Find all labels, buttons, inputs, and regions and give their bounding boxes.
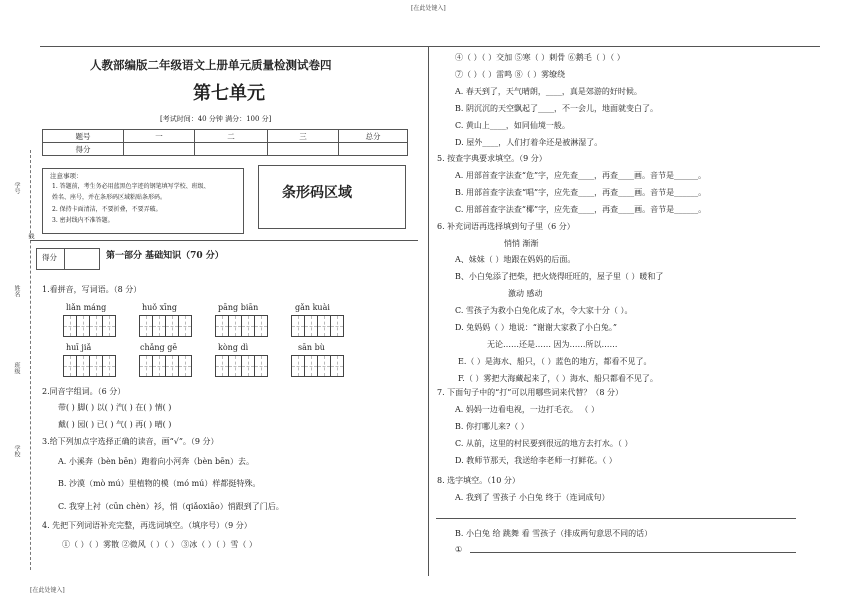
question-7-item: A. 妈妈一边看电视，一边打毛衣。 （ ）: [455, 405, 599, 414]
question-4-row: ④（ ）（ ）交加 ⑤寒（ ）刺骨 ⑥鹅毛（ ）（ ）: [455, 53, 625, 62]
pinyin: liǎn máng: [66, 303, 107, 312]
binding-label-school: 学校: [13, 445, 20, 457]
question-7: 7. 下面句子中的“打”可以用哪些词来代替？（8 分）: [437, 388, 623, 397]
question-5-item: C. 用部首查字法查“椰”字，应先查____，再查____画。音节是______。: [455, 205, 707, 214]
notice-line: 2. 保持卡面清洁，不要折叠，不要弄破。: [52, 206, 162, 213]
pinyin: gǎn kuài: [295, 303, 330, 312]
question-5-item: B. 用部首查字法查“唱”字，应先查____，再查____画。音节是______。: [455, 188, 707, 197]
barcode-label: 条形码区域: [282, 185, 352, 201]
question-3-item: B. 沙漠（mò mú）里植物的模（mó mú）样都挺特殊。: [58, 479, 261, 488]
binding-label-name: 姓名: [13, 285, 20, 297]
notice-line: 1. 答题前，考生务必用蓝黑色字迹的钢笔填写学校、班级、: [52, 183, 210, 190]
writing-grid[interactable]: [64, 355, 116, 377]
question-6-item: A、妹妹（ ）地跟在妈妈的后面。: [455, 255, 576, 264]
score-table-cell: 得分: [43, 143, 124, 156]
pinyin: huǒ xīng: [142, 303, 178, 312]
question-2: 2.同音字组词。（6 分）: [42, 387, 126, 396]
question-4-item: D. 屋外____，人们打着伞还是被淋湿了。: [455, 138, 603, 147]
question-3-item: A. 小溪奔（bèn bēn）跑着向小河奔（bèn bēn）去。: [58, 457, 254, 466]
question-6-item: E.（ ）是海水、船只，（ ）蓝色的地方，都看不见了。: [458, 357, 652, 366]
question-3: 3.给下列加点字选择正确的读音，画“√”。（9 分）: [42, 437, 219, 446]
score-table: [42, 129, 408, 156]
writing-grid[interactable]: [140, 315, 192, 337]
score-table-cell[interactable]: [195, 143, 268, 156]
answer-line[interactable]: [470, 552, 796, 553]
pinyin: pāng biān: [218, 303, 259, 312]
notice-title: 注意事项：: [50, 172, 83, 180]
question-4-item: A. 春天到了，天气晴朗，____，真是郊游的好时候。: [455, 87, 642, 96]
score-table-cell: 总分: [339, 130, 408, 143]
header-note: [在此处键入]: [411, 5, 446, 12]
answer-number: ①: [455, 545, 463, 554]
question-8-item: A. 我到了 雪孩子 小白兔 终于（连词成句）: [455, 493, 610, 502]
section-title: 第一部分 基础知识（70 分）: [106, 251, 224, 261]
writing-grid[interactable]: [292, 355, 344, 377]
question-8: 8. 选字填空。（10 分）: [437, 476, 520, 485]
exam-info: [考试时间：40 分钟 满分：100 分]: [160, 115, 272, 123]
column-divider: [428, 46, 429, 576]
pinyin: huī jiǎ: [66, 343, 92, 352]
pinyin: sān bù: [298, 343, 325, 352]
question-6-item: B、小白兔添了把柴，把火烧得旺旺的，屋子里（ ）暖和了: [455, 272, 664, 281]
question-5-item: A. 用部首查字法查“危”字，应先查____，再查____画。音节是______。: [455, 171, 707, 180]
notice-line: 姓名、座号，并在条形码区域粘贴条形码。: [52, 194, 167, 201]
question-6-item: F.（ ）雾把大海藏起来了，（ ）海水、船只都看不见了。: [458, 374, 658, 383]
question-7-item: D. 教师节那天，我送给李老师一打鲜花。（ ）: [455, 456, 617, 465]
binding-seal: 线: [27, 233, 34, 239]
question-6-words: 悄悄 渐渐: [504, 239, 539, 248]
score-table-cell[interactable]: [268, 143, 339, 156]
score-table-cell[interactable]: [124, 143, 195, 156]
question-4-row: ⑦（ ）（ ）雷鸣 ⑧（ ）雾缭绕: [455, 70, 566, 79]
question-1: 1.看拼音，写词语。（8 分）: [42, 285, 142, 294]
score-table-cell: 题号: [43, 130, 124, 143]
question-6-words: 激动 感动: [508, 289, 543, 298]
section-score-divider: [64, 248, 65, 269]
writing-grid[interactable]: [216, 355, 268, 377]
question-8-item: B. 小白兔 给 跳舞 看 雪孩子（排成两句意思不同的话）: [455, 529, 653, 538]
question-4-item: B. 阴沉沉的天空飘起了____，不一会儿，地面就变白了。: [455, 104, 658, 113]
section-score-label: 得分: [42, 253, 57, 262]
binding-label-class: 班级: [13, 362, 20, 374]
question-4: 4. 先把下列词语补充完整，再选词填空。（填序号）（9 分）: [42, 521, 252, 530]
exam-title: 人教部编版二年级语文上册单元质量检测试卷四: [90, 58, 332, 72]
question-6-words: 无论……还是…… 因为……所以……: [487, 340, 618, 349]
question-4-item: C. 黄山上____，如同仙境一般。: [455, 121, 570, 130]
question-2-row: 戴( ) 园( ) 已( ) 气( ) 再( ) 晴( ): [58, 420, 172, 429]
writing-grid[interactable]: [292, 315, 344, 337]
section-rule: [30, 240, 418, 241]
score-table-cell: 一: [124, 130, 195, 143]
score-table-cell: 三: [268, 130, 339, 143]
question-5: 5. 按查字典要求填空。（9 分）: [437, 154, 547, 163]
binding-label-id: 学号: [13, 182, 20, 194]
writing-grid[interactable]: [140, 355, 192, 377]
question-4-row: ①（ ）（ ）雾散 ②微风（ ）（ ） ③冰（ ）（ ）雪（ ）: [62, 540, 257, 549]
writing-grid[interactable]: [64, 315, 116, 337]
binding-line: [30, 150, 31, 570]
question-7-item: B. 你打哪儿来?（ ）: [455, 422, 529, 431]
answer-line[interactable]: [436, 518, 796, 519]
question-6-item: D. 兔妈妈（ ）地说：“谢谢大家救了小白兔。”: [455, 323, 617, 332]
writing-grid[interactable]: [216, 315, 268, 337]
top-rule: [40, 46, 820, 47]
score-table-cell[interactable]: [339, 143, 408, 156]
notice-line: 3. 密封线内不准答题。: [52, 217, 114, 224]
pinyin: chǎng gē: [140, 343, 178, 352]
question-7-item: C. 从前，这里的村民要到很远的地方去打水。（ ）: [455, 439, 633, 448]
question-6: 6. 补充词语再选择填到句子里（6 分）: [437, 222, 575, 231]
score-table-cell: 二: [195, 130, 268, 143]
question-6-item: C. 雪孩子为救小白兔化成了水，令大家十分（ ）。: [455, 306, 633, 315]
unit-title: 第七单元: [193, 83, 265, 104]
pinyin: kòng dì: [218, 343, 249, 352]
question-3-item: C. 我穿上衬（cūn chèn）衫，悄（qiǎoxiāo）悄跟到了门后。: [58, 502, 284, 511]
question-2-row: 带( ) 脚( ) 以( ) 汽( ) 在( ) 情( ): [58, 403, 172, 412]
footer-note: [在此处键入]: [30, 587, 65, 594]
